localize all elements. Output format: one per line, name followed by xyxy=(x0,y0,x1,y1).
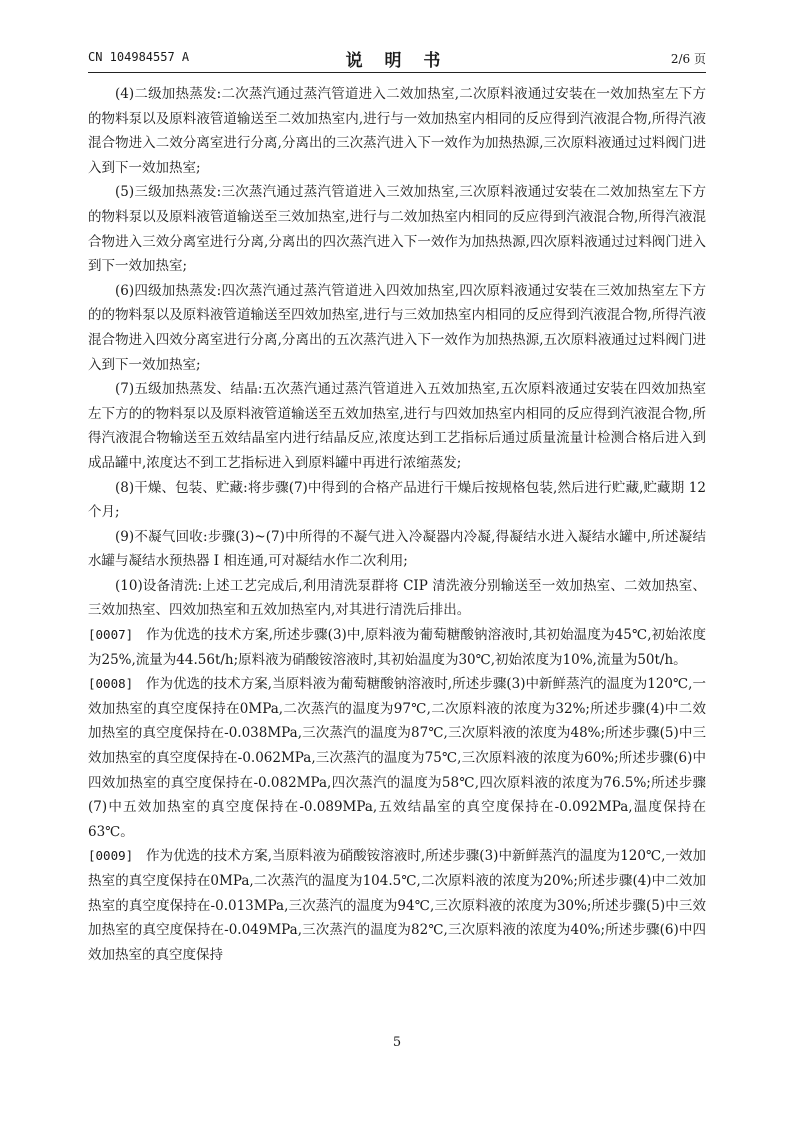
paragraph-text: 作为优选的技术方案,当原料液为硝酸铵溶液时,所述步骤(3)中新鲜蒸汽的温度为120℃,一效加热室的真空度保持在0MPa,二次蒸汽的温度为104.5℃,二次原料液的浓度为20%;所述步骤(4)中二效加热室的真空度保持在-0.013MPa,三次蒸汽的温度为94℃,三次原料液的浓度为30%;所述步骤(5)中三效加热室的真空度保持在-0.049MPa,三次蒸汽的温度为82℃,三次原料液的浓度为40%;所述步骤(6)中四效加热室的真空度保持 xyxy=(88,848,706,963)
paragraph-text: (4)二级加热蒸发:二次蒸汽通过蒸汽管道进入二效加热室,二次原料液通过安装在一效加热室左下方的物料泵以及原料液管道输送至二效加热室内,进行与一效加热室内相同的反应得到汽液混合物,所得汽液混合物进入二效分离室进行分离,分离出的三次蒸汽进入下一效作为加热热源,三次原料液通过过料阀门进入到下一效加热室; xyxy=(88,86,706,176)
paragraph-text: (10)设备清洗:上述工艺完成后,利用清洗泵群将 CIP 清洗液分别输送至一效加热室、二效加热室、三效加热室、四效加热室和五效加热室内,对其进行清洗后排出。 xyxy=(88,577,706,619)
paragraph-number: [0009] xyxy=(88,848,134,864)
page-indicator: 2/6 页 xyxy=(670,52,706,66)
document-number: CN 104984557 A xyxy=(88,50,190,64)
paragraph-step-9 xyxy=(88,525,706,574)
paragraph-text: (9)不凝气回收:步骤(3)~(7)中所得的不凝气进入冷凝器内冷凝,得凝结水进入凝结水罐中,所述凝结水罐与凝结水预热器 I 相连通,可对凝结水作二次利用; xyxy=(88,528,706,570)
paragraph-step-5 xyxy=(88,180,706,278)
paragraph-step-4 xyxy=(88,82,706,180)
paragraph-text: (6)四级加热蒸发:四次蒸汽通过蒸汽管道进入四效加热室,四次原料液通过安装在三效加热室左下方的的物料泵以及原料液管道输送至四效加热室,进行与三效加热室内相同的反应得到汽液混合物,所得汽液混合物进入四效分离室进行分离,分离出的五次蒸汽进入下一效作为加热热源,五次原料液通过过料阀门进入到下一效加热室; xyxy=(88,282,706,373)
page-header xyxy=(88,46,706,71)
paragraph-number: [0008] xyxy=(88,676,134,692)
paragraph-number: [0007] xyxy=(88,627,134,643)
paragraph-0008 xyxy=(88,672,706,844)
header-rule xyxy=(88,72,706,73)
page-number: 5 xyxy=(392,1035,402,1050)
paragraph-step-8 xyxy=(88,476,706,525)
document-title: 说 明 书 xyxy=(345,51,449,71)
paragraph-text: (8)干燥、包装、贮藏:将步骤(7)中得到的合格产品进行干燥后按规格包装,然后进行贮藏,贮藏期 12 个月; xyxy=(88,479,706,521)
document-body xyxy=(88,82,706,967)
paragraph-text: 作为优选的技术方案,当原料液为葡萄糖酸钠溶液时,所述步骤(3)中新鲜蒸汽的温度为120℃,一效加热室的真空度保持在0MPa,二次蒸汽的温度为97℃,二次原料液的浓度为32%;所述步骤(4)中二效加热室的真空度保持在-0.038MPa,三次蒸汽的温度为87℃,三次原料液的浓度为48%;所述步骤(5)中三效加热室的真空度保持在-0.062MPa,三次蒸汽的温度为75℃,三次原料液的浓度为60%;所述步骤(6)中四效加热室的真空度保持在-0.082MPa,四次蒸汽的温度为58℃,四次原料液的浓度为76.5%;所述步骤(7)中五效加热室的真空度保持在-0.089MPa,五效结晶室的真空度保持在-0.092MPa,温度保持在63℃。 xyxy=(88,676,706,840)
paragraph-step-6 xyxy=(88,279,706,377)
paragraph-text: (7)五级加热蒸发、结晶:五次蒸汽通过蒸汽管道进入五效加热室,五次原料液通过安装在四效加热室左下方的的物料泵以及原料液管道输送至五效加热室,进行与四效加热室内相同的反应得到汽液混合物,所得汽液混合物输送至五效结晶室内进行结晶反应,浓度达到工艺指标后通过质量流量计检测合格后进入到成品罐中,浓度达不到工艺指标进入到原料罐中再进行浓缩蒸发; xyxy=(88,381,706,471)
paragraph-step-10 xyxy=(88,574,706,623)
paragraph-0007 xyxy=(88,623,706,672)
paragraph-text: 作为优选的技术方案,所述步骤(3)中,原料液为葡萄糖酸钠溶液时,其初始温度为45℃,初始浓度为25%,流量为44.56t/h;原料液为硝酸铵溶液时,其初始温度为30℃,初始浓度为10%,流量为50t/h。 xyxy=(88,627,706,668)
paragraph-text: (5)三级加热蒸发:三次蒸汽通过蒸汽管道进入三效加热室,三次原料液通过安装在二效加热室左下方的物料泵以及原料液管道输送至三效加热室,进行与二效加热室内相同的反应得到汽液混合物,所得汽液混合物进入三效分离室进行分离,分离出的四次蒸汽进入下一效作为加热热源,四次原料液通过过料阀门进入到下一效加热室; xyxy=(88,184,706,275)
paragraph-step-7 xyxy=(88,377,706,475)
paragraph-0009 xyxy=(88,844,706,967)
